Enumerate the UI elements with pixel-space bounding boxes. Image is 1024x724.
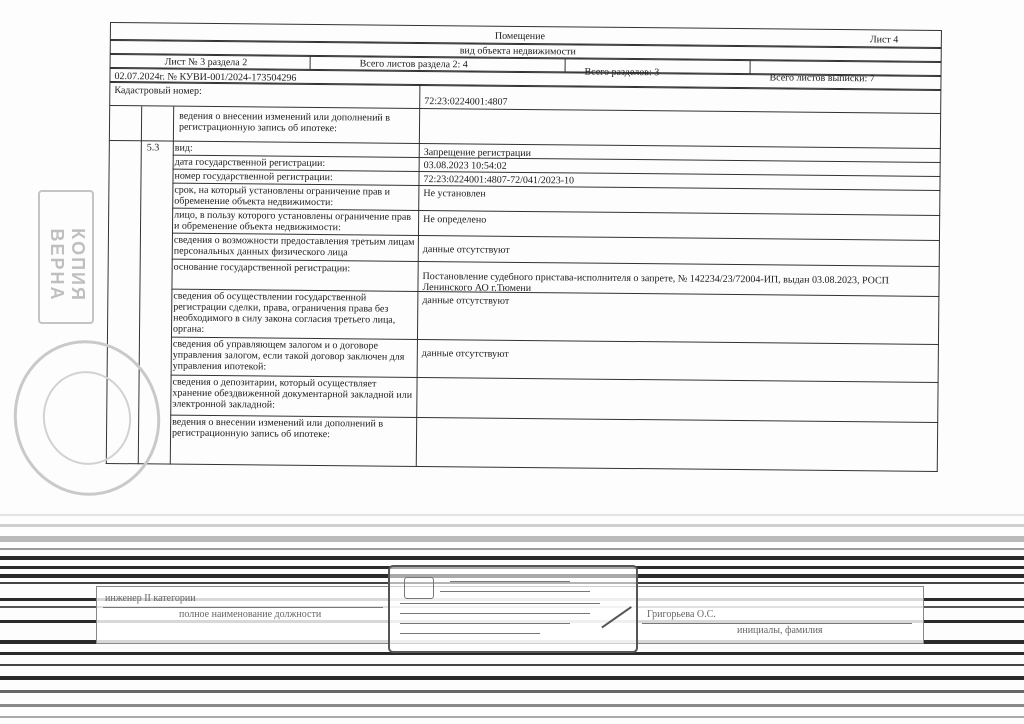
top-row-label: ведения о внесении изменений или дополнений в регистрационную запись об ипотеке: [178,110,391,135]
total-sections: Всего разделов: 3 [584,66,660,79]
row-value-type: Запрещение регистрации [423,147,532,160]
total-sheets-section: Всего листов раздела 2: 4 [359,58,468,71]
object-type-caption: вид объекта недвижимости [459,45,576,58]
sheet-number: Лист 4 [869,34,899,46]
row-value-term: Не установлен [423,188,486,200]
row-label-reg-date: дата государственной регистрации: [174,156,326,170]
scan-line [0,548,1024,550]
scan-line [0,514,1024,516]
copy-verified-text: КОПИЯ ВЕРНА [47,228,88,302]
row-label-basis: основание государственной регистрации: [173,261,351,275]
signer-position: инженер II категории [105,593,196,604]
scan-line [0,704,1024,707]
seal-emblem [34,363,140,473]
row-value-basis: Постановление судебного пристава-исполнителя о запрете, № 142234/23/72004-ИП, выдан 03.08.2023, РОСП Ленинского АО г.Тюмени [422,271,889,295]
row-label-personal-data: сведения о возможности предоставления третьим лицам персональных данных физического лица [173,234,415,259]
row-label-term: срок, на который установлены ограничение прав и обременение объекта недвижимости: [174,184,391,209]
row-value-pledge-manager: данные отсутствуют [421,348,509,360]
extract-form [106,22,942,480]
emblem-icon [404,577,434,599]
row-label-pledge-manager: сведения об управляющем залогом и о договоре управления залогом, если такой договор заключен для управления ипотекой: [172,338,405,373]
scan-line [0,536,1024,542]
electronic-signature-stamp [388,565,638,653]
signer-position-caption: полное наименование должности [179,609,322,620]
scan-line [0,676,1024,680]
row-label-beneficiary: лицо, в пользу которого установлены ограничение прав и обременение объекта недвижимости: [173,209,412,234]
scan-line [0,716,1024,718]
extract-date-number: 02.07.2024г. № КУВИ-001/2024-173504296 [114,71,297,84]
object-type-title: Помещение [494,30,546,43]
section-sheet: Лист № 3 раздела 2 [164,56,248,69]
row-value-personal-data: данные отсутствуют [422,244,510,256]
row-value-beneficiary: Не определено [423,214,487,226]
row-label-changes: ведения о внесении изменений или дополнений в регистрационную запись об ипотеке: [172,416,384,441]
row-label-type: вид: [174,142,193,154]
row-label-depository: сведения о депозитарии, который осуществляет хранение обездвиженной документарной закладной или электронной закладной: [172,376,413,411]
scan-line [0,556,1024,560]
cadastral-value: 72:23:0224001:4807 [424,96,508,108]
signature-mark-icon [584,582,632,629]
row-value-consent: данные отсутствуют [422,295,510,307]
signer-name-caption: инициалы, фамилия [737,625,823,636]
total-sheets-extract: Всего листов выписки: 7 [769,72,875,85]
item-number: 5.3 [146,142,160,154]
scan-line [0,690,1024,693]
copy-verified-stamp [38,190,94,324]
row-value-reg-number: 72:23:0224001:4807-72/041/2023-10 [423,174,575,187]
row-value-reg-date: 03.08.2023 10:54:02 [423,160,507,172]
scan-line [0,664,1024,666]
signer-name: Григорьева О.С. [647,609,716,620]
scan-line [0,524,1024,527]
row-label-reg-number: номер государственной регистрации: [174,170,333,184]
cadastral-label: Кадастровый номер: [114,85,202,97]
row-label-consent: сведения об осуществлении государственной регистрации сделки, права, ограничения права без необходимого в силу закона согласия третьего лица, органа: [173,290,396,335]
